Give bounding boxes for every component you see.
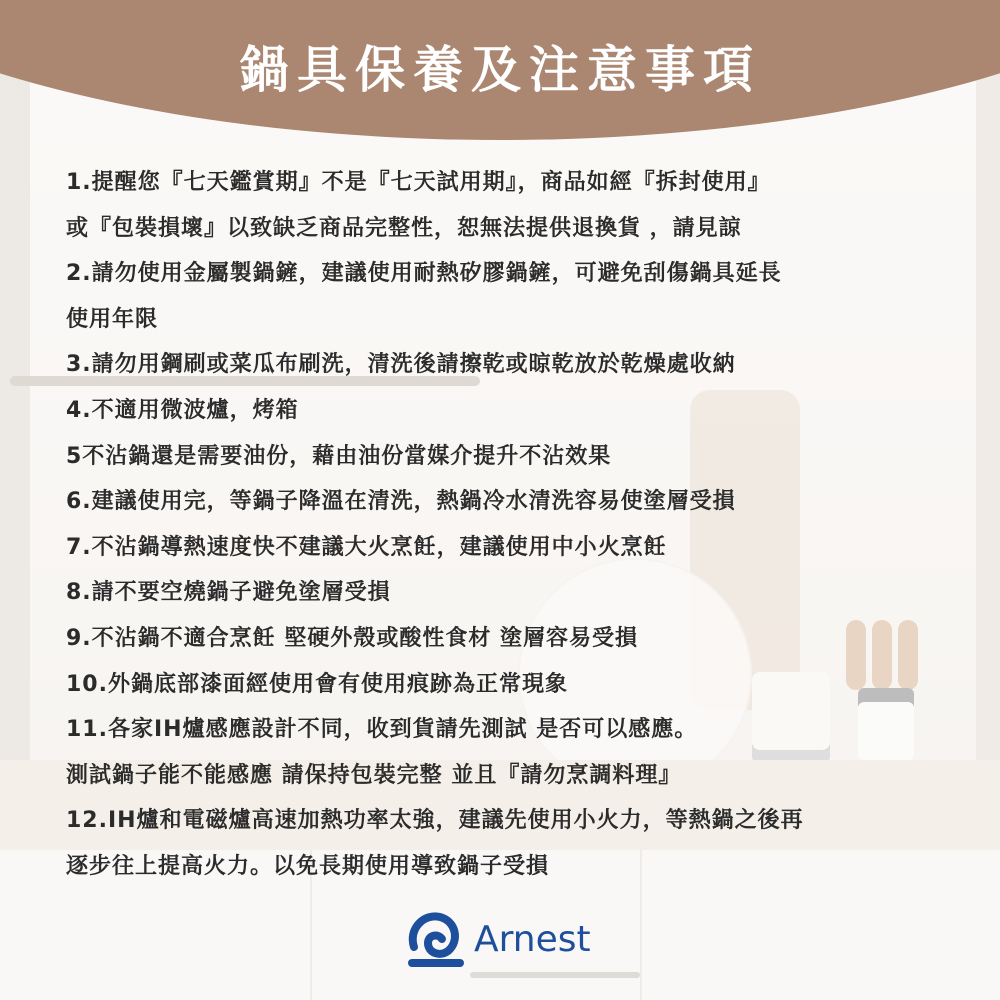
note-line: 使用年限: [66, 306, 159, 332]
note-line: 6.建議使用完，等鍋子降溫在清洗，熱鍋冷水清洗容易使塗層受損: [66, 489, 736, 515]
note-line: 12.IH爐和電磁爐高速加熱功率太強，建議先使用小火力，等熱鍋之後再: [66, 808, 804, 834]
note-line: 10.外鍋底部漆面經使用會有使用痕跡為正常現象: [66, 671, 568, 697]
note-line: 9.不沾鍋不適合烹飪 堅硬外殼或酸性食材 塗層容易受損: [66, 625, 638, 651]
note-line: 或『包裝損壞』以致缺乏商品完整性，恕無法提供退換貨 ，請見諒: [66, 215, 742, 241]
note-line: 7.不沾鍋導熱速度快不建議大火烹飪，建議使用中小火烹飪: [66, 534, 667, 560]
note-line: 5不沾鍋還是需要油份，藉由油份當媒介提升不沾效果: [66, 443, 612, 469]
note-line: 8.請不要空燒鍋子避免塗層受損: [66, 580, 391, 606]
note-line: 測試鍋子能不能感應 請保持包裝完整 並且『請勿烹調料理』: [66, 762, 682, 788]
note-line: 逐步往上提高火力。以免長期使用導致鍋子受損: [66, 853, 550, 879]
arnest-logo-icon: [404, 907, 468, 971]
note-line: 3.請勿用鋼刷或菜瓜布刷洗，清洗後請擦乾或晾乾放於乾燥處收納: [66, 352, 736, 378]
brand-name: Arnest: [474, 918, 591, 960]
brand-logo: [404, 904, 604, 974]
note-line: 11.各家IH爐感應設計不同，收到貨請先測試 是否可以感應。: [66, 717, 698, 743]
page-title: 鍋具保養及注意事項: [239, 41, 761, 99]
note-line: 1.提醒您『七天鑑賞期』不是『七天試用期』，商品如經『拆封使用』: [66, 170, 771, 195]
note-line: 4.不適用微波爐，烤箱: [66, 397, 299, 423]
care-notes-list: [66, 160, 966, 890]
note-line: 2.請勿使用金屬製鍋鏟，建議使用耐熱矽膠鍋鏟，可避免刮傷鍋具延長: [66, 261, 782, 287]
